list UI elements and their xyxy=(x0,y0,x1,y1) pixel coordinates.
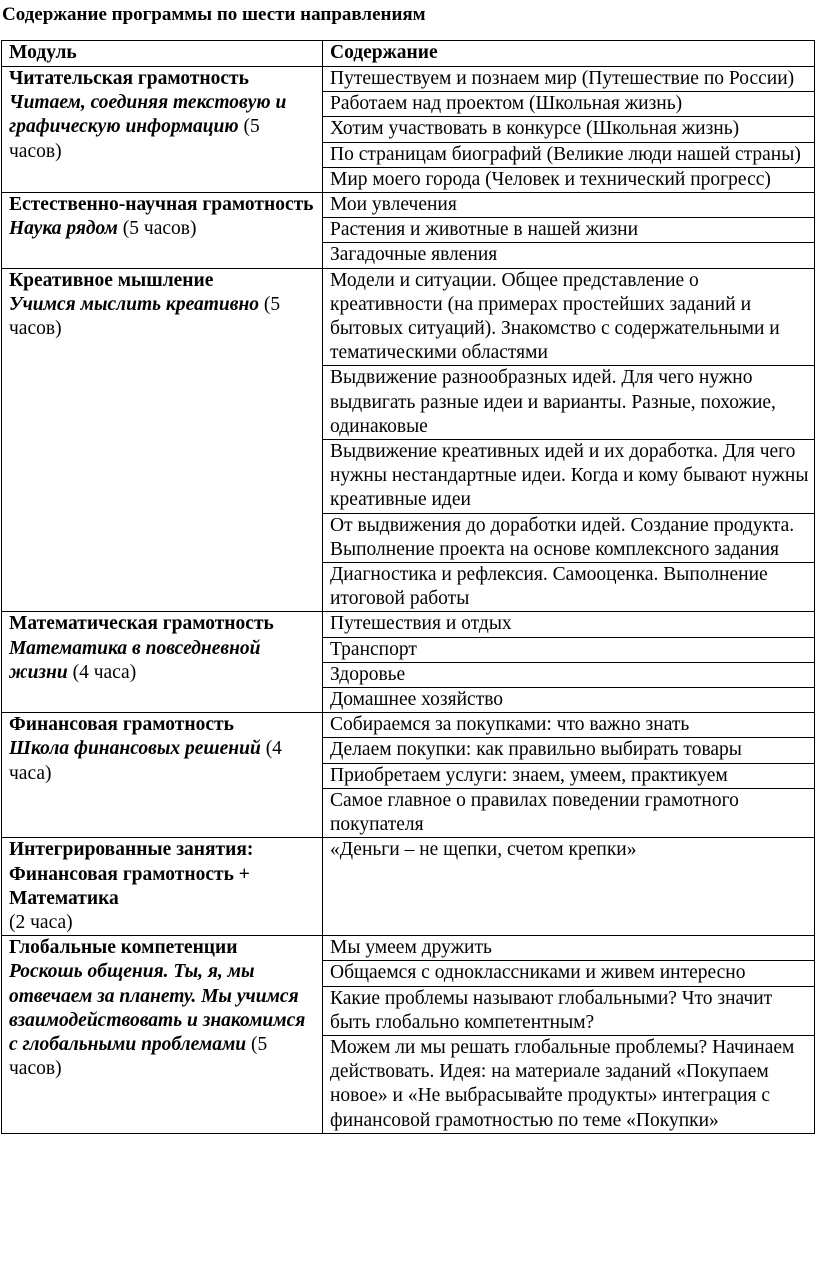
topic-cell: Работаем над проектом (Школьная жизнь) xyxy=(323,92,815,117)
topic-cell: Домашнее хозяйство xyxy=(323,688,815,713)
topic-cell: Можем ли мы решать глобальные проблемы? Начинаем действовать. Идея: на материале заданий «Покупаем новое» и «Не выбрасывайте продукты» интеграция с финансовой грамотностью по теме «Покупки» xyxy=(323,1035,815,1133)
topic-cell: Мы умеем дружить xyxy=(323,936,815,961)
module-cell xyxy=(2,713,323,838)
module-subtitle: Учимся мыслить креативно xyxy=(9,293,260,315)
module-subtitle: Роскошь общения. Ты, я, мы отвечаем за планету. Мы учимся взаимодействовать и знакомимся с глобальными проблемами xyxy=(9,961,306,1055)
topic-cell: Общаемся с одноклассниками и живем интересно xyxy=(323,961,815,986)
module-title: Интегрированные занятия: Финансовая грамотность + Математика xyxy=(9,839,254,909)
table-body xyxy=(2,67,815,1134)
document-title: Содержание программы по шести направлениям xyxy=(2,4,426,25)
topic-cell: Растения и животные в нашей жизни xyxy=(323,218,815,243)
module-title: Естественно-научная грамотность xyxy=(9,194,314,216)
table-row xyxy=(2,838,815,936)
module-hours: (5 часов) xyxy=(9,1033,268,1080)
module-hours: (5 часов) xyxy=(122,218,197,240)
topic-cell: Выдвижение креативных идей и их доработка. Для чего нужны нестандартные идеи. Когда и кому бывают нужны креативные идеи xyxy=(323,440,815,514)
topic-cell: Модели и ситуации. Общее представление о креативности (на примерах простейших заданий и бытовых ситуаций). Знакомство с содержательными и тематическими областями xyxy=(323,268,815,366)
module-subtitle: Школа финансовых решений xyxy=(9,738,261,760)
topic-cell: Диагностика и рефлексия. Самооценка. Выполнение итоговой работы xyxy=(323,563,815,612)
module-hours: (4 часа) xyxy=(72,661,137,683)
table-row xyxy=(2,936,815,961)
topic-cell: От выдвижения до доработки идей. Создание продукта. Выполнение проекта на основе комплексного задания xyxy=(323,513,815,562)
table-row xyxy=(2,268,815,366)
topic-cell: Какие проблемы называют глобальными? Что значит быть глобально компетентным? xyxy=(323,986,815,1035)
table-row xyxy=(2,713,815,738)
module-title: Глобальные компетенции xyxy=(9,937,238,959)
topic-cell: Самое главное о правилах поведении грамотного покупателя xyxy=(323,788,815,837)
module-hours: (5 часов) xyxy=(9,293,281,340)
topic-cell: Собираемся за покупками: что важно знать xyxy=(323,713,815,738)
module-column-header: Модуль xyxy=(2,41,323,67)
topic-cell: Транспорт xyxy=(323,637,815,662)
content-column-header: Содержание xyxy=(323,41,815,67)
topic-cell: Загадочные явления xyxy=(323,243,815,268)
topic-cell: Путешествия и отдых xyxy=(323,612,815,637)
module-title: Креативное мышление xyxy=(9,269,214,291)
topic-cell: Хотим участвовать в конкурсе (Школьная жизнь) xyxy=(323,117,815,142)
module-hours: (2 часа) xyxy=(9,911,73,933)
table-row xyxy=(2,67,815,92)
topic-cell: Мои увлечения xyxy=(323,193,815,218)
module-subtitle: Математика в повседневной жизни xyxy=(9,637,261,683)
module-subtitle: Читаем, соединяя текстовую и графическую информацию xyxy=(9,92,287,138)
module-subtitle: Наука рядом xyxy=(9,218,118,240)
topic-cell: «Деньги – не щепки, счетом крепки» xyxy=(323,838,815,936)
topic-cell: Мир моего города (Человек и технический прогресс) xyxy=(323,167,815,192)
module-cell xyxy=(2,268,323,612)
module-title: Финансовая грамотность xyxy=(9,714,234,736)
module-cell xyxy=(2,67,323,193)
table-row xyxy=(2,612,815,637)
module-cell xyxy=(2,838,323,936)
module-cell xyxy=(2,612,323,713)
table-header-row xyxy=(2,41,815,67)
program-table xyxy=(1,40,815,1134)
topic-cell: По страницам биографий (Великие люди нашей страны) xyxy=(323,142,815,167)
topic-cell: Делаем покупки: как правильно выбирать товары xyxy=(323,738,815,763)
table-row xyxy=(2,193,815,218)
topic-cell: Выдвижение разнообразных идей. Для чего нужно выдвигать разные идеи и варианты. Разные, похожие, одинаковые xyxy=(323,366,815,440)
module-cell xyxy=(2,936,323,1134)
module-title: Математическая грамотность xyxy=(9,613,274,635)
module-title: Читательская грамотность xyxy=(9,68,249,89)
topic-cell: Здоровье xyxy=(323,662,815,687)
topic-cell: Путешествуем и познаем мир (Путешествие по России) xyxy=(323,67,815,92)
module-hours: (5 часов) xyxy=(9,116,260,162)
module-hours: (4 часа) xyxy=(9,738,282,784)
module-cell xyxy=(2,193,323,269)
topic-cell: Приобретаем услуги: знаем, умеем, практикуем xyxy=(323,763,815,788)
